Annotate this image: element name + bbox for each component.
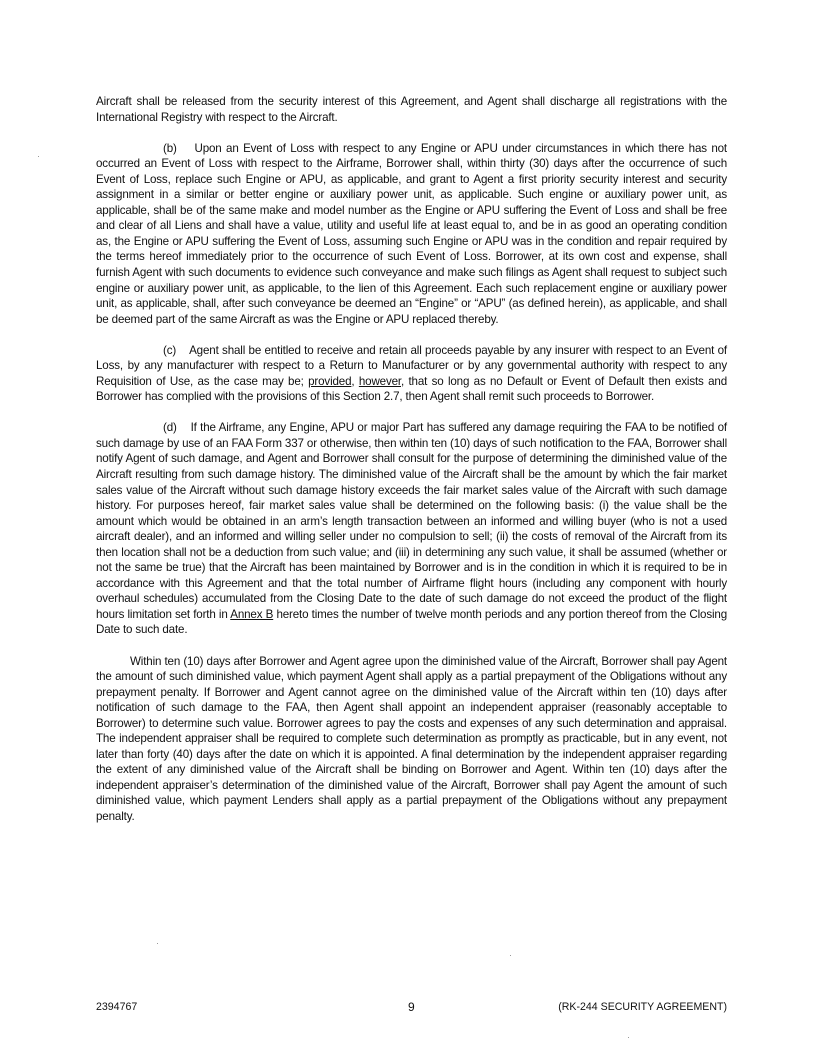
scan-speck <box>510 955 511 956</box>
paragraph-text: Within ten (10) days after Borrower and Agent agree upon the diminished value of the Aircraft, Borrower shall pay Agent the amount of such diminished value, which payment Agent shall apply as a partial prepayment of the Obligations without any prepayment penalty. If Borrower and Agent cannot agree on the diminished value of the Aircraft within ten (10) days after notification of such damage to the FAA, then Agent shall appoint an independent appraiser (reasonably acceptable to Borrower) to determine such value. Borrower agrees to pay the costs and expenses of any such determination and appraisal. The independent appraiser shall be required to complete such determination as promptly as practicable, but in any event, not later than forty (40) days after the date on which it is appointed. A final determination by the independent appraiser regarding the extent of any diminished value of the Aircraft shall be binding on Borrower and Agent. Within ten (10) days after the independent appraiser’s determination of the diminished value of the Aircraft, Borrower shall pay Agent the amount of such diminished value, which payment Lenders shall apply as a partial prepayment of the Obligations without any prepayment penalty. <box>96 654 727 823</box>
underlined-term-however: however <box>358 374 401 388</box>
document-title: (RK-244 SECURITY AGREEMENT) <box>558 1001 727 1013</box>
paragraph-text: Aircraft shall be released from the security interest of this Agreement, and Agent shall discharge all registrations with the International Registry with respect to the Aircraft. <box>96 95 727 124</box>
paragraph-label: (b) <box>163 141 177 155</box>
paragraph-within <box>96 654 727 825</box>
separator: , <box>351 374 359 388</box>
page-footer <box>96 1001 727 1015</box>
paragraph-text: Agent shall be entitled to receive and retain all proceeds payable by any insurer with respect to an Event of Loss, by any manufacturer with respect to a Return to Manufacturer or by any governmental authority with respect to any Requisition of Use, as the case may be; <box>96 343 727 388</box>
paragraph-c <box>96 343 727 405</box>
document-body <box>96 94 727 840</box>
paragraph-text: Upon an Event of Loss with respect to any Engine or APU under circumstances in which there has not occurred an Event of Loss with respect to the Airframe, Borrower shall, within thirty (30) days after the occurrence of such Event of Loss, replace such Engine or APU, as applicable, and grant to Agent a first priority security interest and security assignment in a similar or better engine or auxiliary power unit, as applicable. Such engine or auxiliary power unit, as applicable, shall be of the same make and model number as the Engine or APU suffering the Event of Loss and shall be free and clear of all Liens and shall have a value, utility and useful life at least equal to, and be in as good an operating condition as, the Engine or APU suffering the Event of Loss, assuming such Engine or APU was in the condition and repair required by the terms hereof immediately prior to the occurrence of such Event of Loss. Borrower, at its own cost and expense, shall furnish Agent with such documents to evidence such conveyance and make such filings as Agent shall request to subject such engine or auxiliary power unit, as applicable, to the lien of this Agreement. Each such replacement engine or auxiliary power unit, as applicable, shall, after such conveyance be deemed an “Engine” or “APU” (as defined herein), as applicable, and shall be deemed part of the same Aircraft as was the Engine or APU replaced thereby. <box>96 141 727 326</box>
paragraph-continuation <box>96 94 727 125</box>
scan-speck <box>157 943 158 944</box>
paragraph-text-after: hereto times the number of twelve month periods and any portion thereof from the Closing Date to such date. <box>96 607 728 637</box>
paragraph-label: (d) <box>163 421 177 435</box>
paragraph-text: If the Airframe, any Engine, APU or major Part has suffered any damage requiring the FAA to be notified of such damage by use of an FAA Form 337 or otherwise, then within ten (10) days of such notification to the FAA, Borrower shall notify Agent of such damage, and Agent and Borrower shall consult for the purpose of determining the diminished value of the Aircraft resulting from such damage history. The diminished value of the Aircraft shall be the amount by which the fair market sales value of the Aircraft without such damage history exceeds the fair market sales value of the Aircraft with such damage history. For purposes hereof, fair market sales value shall be determined on the following basis: (i) the value shall be the amount which would be obtained in an arm’s length transaction between an informed and willing buyer (who is not a used aircraft dealer), and an informed and willing seller under no compulsion to sell; (ii) the costs of removal of the Aircraft from its then location shall not be a deduction from such value; and (iii) in determining any such value, it shall be assumed (whether or not the same be true) that the Aircraft has been maintained by Borrower and is in the condition in which it is required to be in accordance with this Agreement and that the total number of Airframe flight hours (including any component with hourly overhaul schedules) accumulated from the Closing Date to the date of such damage do not exceed the product of the flight hours limitation set forth in <box>96 421 727 621</box>
scan-speck <box>38 156 39 157</box>
annex-b-reference: Annex B <box>230 607 274 621</box>
paragraph-d <box>96 420 727 638</box>
underlined-term-provided: provided <box>308 374 352 388</box>
paragraph-text-after: , that so long as no Default or Event of Default then exists and Borrower has complied with the provisions of this Section 2.7, then Agent shall remit such proceeds to Borrower. <box>96 374 727 404</box>
page-number: 9 <box>408 1000 415 1014</box>
document-number: 2394767 <box>96 1001 138 1013</box>
paragraph-b <box>96 141 727 328</box>
scan-speck <box>628 1037 629 1038</box>
paragraph-label: (c) <box>163 343 177 357</box>
